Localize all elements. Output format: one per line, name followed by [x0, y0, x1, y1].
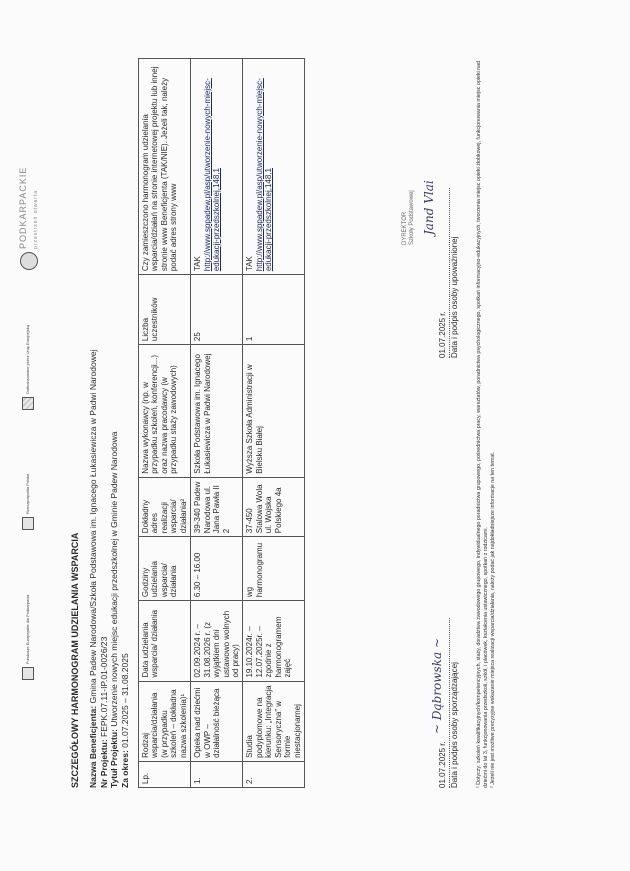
cell-godziny: wg harmonogramu	[243, 537, 305, 601]
table-header-row	[139, 59, 191, 788]
signature-right-label: Data i podpis osoby upoważnionej	[450, 236, 460, 358]
fe-logo: Fundusze Europejskie dla Podkarpacia	[22, 595, 34, 680]
fe-logo-icon	[22, 667, 34, 680]
rotated-document	[10, 10, 610, 830]
cell-liczba: 1	[243, 275, 305, 345]
header-wykonawca: Nazwa wykonawcy (np. w przypadku szkoleń, konferencji...) oraz nazwa pracodawcy (w przypadku staży zawodowych)	[139, 345, 191, 478]
signature-right	[438, 188, 460, 358]
page-title: SZCZEGÓŁOWY HARMONOGRAM UDZIELANIA WSPARCIA	[70, 532, 80, 788]
cell-rodzaj: Studia podyplomowe na kierunku: „Integracja Sensoryczna” w formie niestacjonarnej	[243, 681, 305, 761]
header-adres: Dokładny adres realizacji wsparcia/ działania²	[139, 477, 191, 537]
podkarpackie-logo: PODKARPACKIE przestrzeń otwarta	[18, 167, 40, 270]
cell-data: 02.09.2024 r. – 31.08.2026 r. (z wyjątkiem dni ustawowo wolnych od pracy)	[191, 601, 243, 681]
header-liczba: Liczba uczestników	[139, 275, 191, 345]
flag-icon	[22, 517, 34, 530]
signature-left-label: Data i podpis osoby sporządzającej	[450, 662, 460, 788]
header-lp: Lp.	[139, 761, 191, 787]
cell-data: 19.10.2024r. – 12.07.2025r. – zgodnie z harmonogramem zajęć	[243, 601, 305, 681]
cell-adres: 37-450 Stalowa Wola ul. Wojska Polskiego 4a	[243, 477, 305, 537]
signature-left-date: 01.07.2025 r.	[438, 741, 447, 788]
cell-tak: TAK	[245, 256, 255, 272]
header-rodzaj: Rodzaj wsparcia/działania (w przypadku szkoleń – dokładna nazwa szkolenia)¹	[139, 681, 191, 761]
cell-lp: 1.	[191, 761, 243, 787]
header-data: Data udzielania wsparcia/ działania	[139, 601, 191, 681]
logo-bar	[14, 120, 54, 680]
cell-strona	[243, 59, 305, 275]
ue-logo: Dofinansowane przez Unię Europejską	[22, 325, 34, 410]
cell-lp: 2.	[243, 761, 305, 787]
rp-logo: Rzeczpospolita Polska	[22, 474, 34, 530]
cell-godziny: 6.30 – 16.00	[191, 537, 243, 601]
schedule-link[interactable]: http://www.sppadew.pl/asp/utworzenie-nowych-miejsc-edukacji-przedszkolnej,148,1	[202, 78, 222, 272]
table-row	[191, 59, 243, 788]
footnotes	[476, 53, 498, 788]
schedule-table	[138, 58, 305, 788]
podkarpackie-icon	[20, 252, 38, 270]
header-godziny: Godziny udzielania wsparcia/ działania	[139, 537, 191, 601]
handwritten-signature-right: Jand Vlai	[422, 180, 436, 235]
eu-flag-icon	[22, 397, 34, 410]
cell-liczba: 25	[191, 275, 243, 345]
cell-tak: TAK	[193, 256, 203, 272]
header-strona: Czy zamieszczono harmonogram udzielania wsparcia/działań na stronie internetowej projektu lub innej stronie www Beneficjenta (TAK/NIE). Jeżeli tak, należy podać adres strony www	[139, 59, 191, 275]
signature-right-date: 01.07.2025 r.	[438, 311, 447, 358]
handwritten-signature-left: ~ Dąbrowska ~	[430, 637, 444, 734]
schedule-link[interactable]: http://www.sppadew.pl/asp/utworzenie-nowych-miejsc-edukacji-przedszkolnej,148,1	[254, 78, 274, 272]
cell-rodzaj: Opieka nad dziećmi w OWP – działalność bieżąca	[191, 681, 243, 761]
cell-wykonawca: Szkoła Podstawowa im. Ignacego Łukasiewicza w Padwi Narodowej	[191, 345, 243, 478]
table-row	[243, 59, 305, 788]
director-stamp: DYREKTOR Szkoły Podstawowej	[402, 190, 416, 245]
cell-adres: 39-340 Padew Narodowa ul. Jana Pawła II 2	[191, 477, 243, 537]
cell-strona	[191, 59, 243, 275]
cell-wykonawca: Wyższa Szkoła Administracji w Bielsku Białej	[243, 345, 305, 478]
footnote: ² Jeżeli nie jest możliwe precyzyjne wskazanie miejsca realizacji wsparcia/działania, należy podać jak najdokładniejsze informacje na ten temat.	[490, 451, 497, 788]
project-meta: Nazwa Beneficjenta: Gmina Padew Narodowa/Szkoła Podstawowa im. Ignacego Łukasiewicza w Padwi Narodowej Nr Projektu: FEPK.07.11-IP.01-0026/23 Tytuł Projektu: Utworzenie nowych miejsc edukacji przedszkolnej w Gminie Padew Narodowa Za okres: 01.07.2025 – 31.08.2025	[88, 349, 130, 788]
footnote: ¹ Dotyczy: szkoleń kwalifikacyjnych/kompetencyjnych, staży, doradztwa zawodowego grupowego, indywidualnego poradnictwa grupowego, pośrednictwa pracy, warsztatów, poradnictwa psychologicznego, spotkań informacyjno-edukacyjnych, tworzenia miejsc opieki żłobkowej, funkcjonowania miejsc opieki nad dziećmi do lat 3, funkcjonowania przedszkoli, szkół, i placówek, kształcenia ustawicznego, spotkań z rodzicami.	[476, 60, 489, 788]
